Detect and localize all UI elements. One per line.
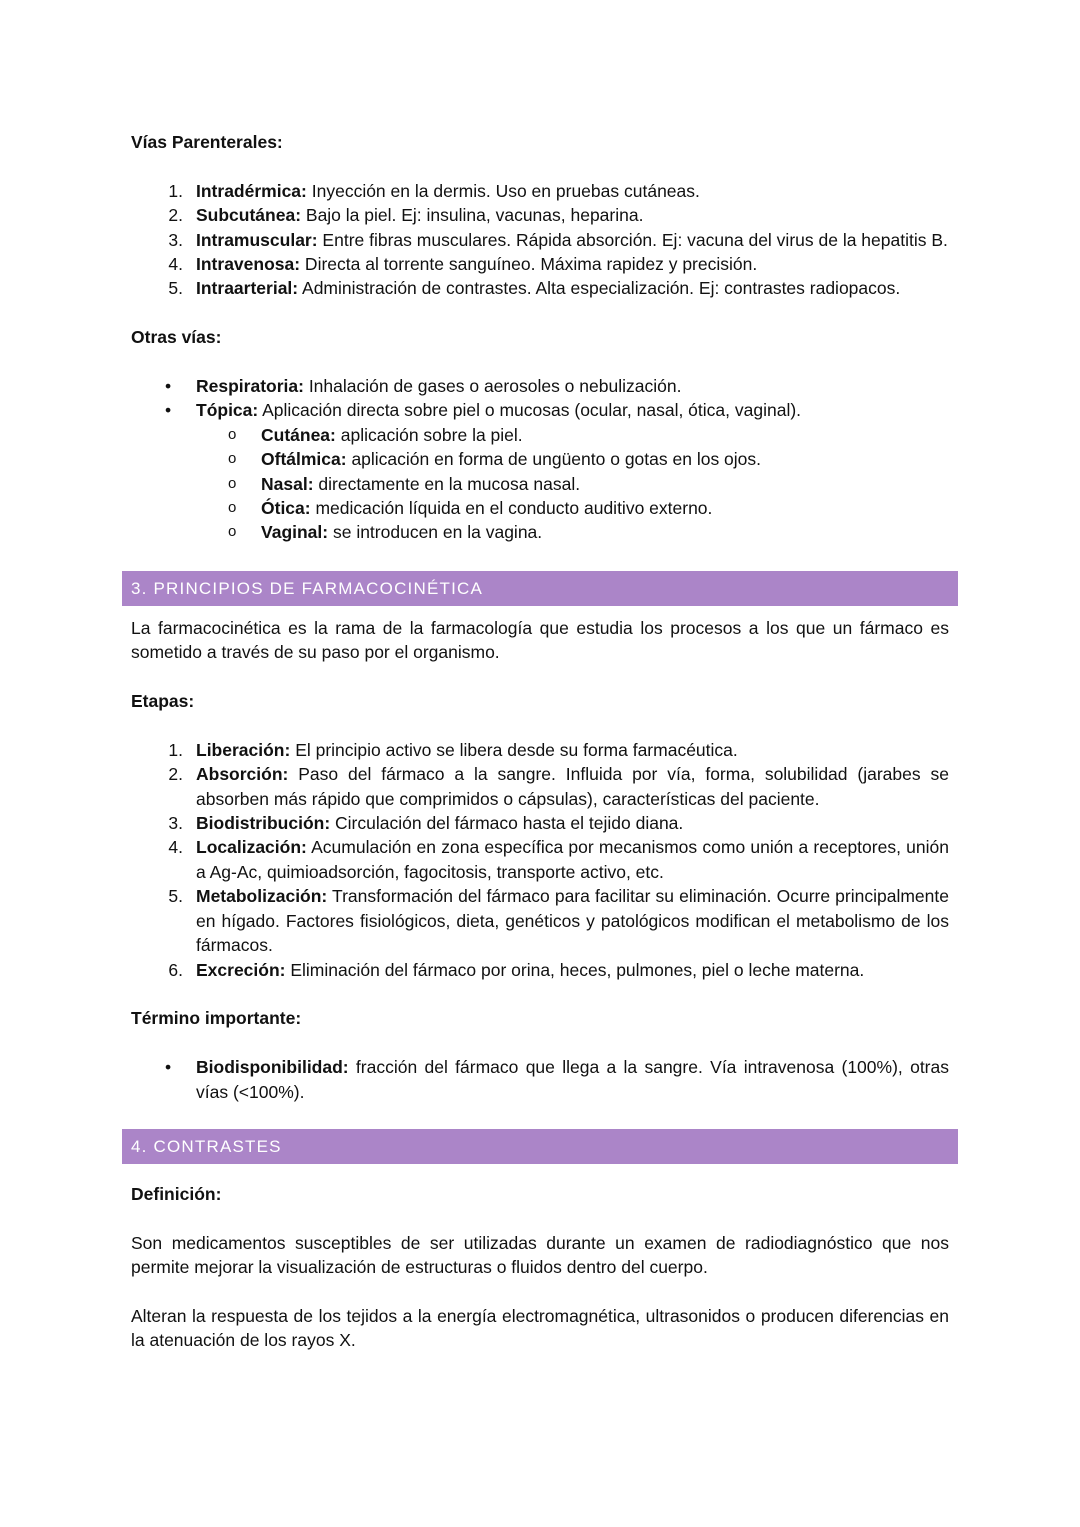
definicion-heading: Definición: bbox=[131, 1183, 222, 1204]
list-item: • Biodisponibilidad: fracción del fármaco que llega a la sangre. Vía intravenosa (100%), otras vías (<100%). bbox=[165, 1057, 949, 1102]
bullet-icon: • bbox=[165, 376, 172, 397]
definicion-paragraph-2: Alteran la respuesta de los tejidos a la energía electromagnética, ultrasonidos o producen diferencias en la atenuación de los rayos X. bbox=[131, 1305, 949, 1351]
termino-list bbox=[131, 1055, 949, 1104]
circle-bullet-icon: o bbox=[228, 450, 237, 468]
list-item: 3. Biodistribución: Circulación del fármaco hasta el tejido diana. bbox=[168, 813, 684, 834]
list-item: 4. Intravenosa: Directa al torrente sanguíneo. Máxima rapidez y precisión. bbox=[168, 254, 758, 275]
list-item: 5. Intraarterial: Administración de contrastes. Alta especialización. Ej: contrastes radiopacos. bbox=[168, 278, 901, 299]
farmacocinetica-intro: La farmacocinética es la rama de la farmacología que estudia los procesos a los que un fármaco es sometido a través de su paso por el organismo. bbox=[131, 617, 949, 663]
circle-bullet-icon: o bbox=[228, 474, 237, 492]
circle-bullet-icon: o bbox=[228, 499, 237, 517]
list-item: 4. Localización: Acumulación en zona específica por mecanismos como unión a receptores, unión a Ag-Ac, quimioadsorción, fagocitosis, transporte activo, etc. bbox=[168, 837, 949, 882]
bullet-icon: • bbox=[165, 1057, 172, 1078]
termino-heading: Término importante: bbox=[131, 1008, 302, 1029]
parenterales-list bbox=[131, 179, 949, 301]
list-item: • Tópica: Aplicación directa sobre piel o mucosas (ocular, nasal, ótica, vaginal). bbox=[131, 398, 949, 422]
list-item: • Respiratoria: Inhalación de gases o aerosoles o nebulización. bbox=[131, 374, 949, 398]
list-item: 1. Intradérmica: Inyección en la dermis. Uso en pruebas cutáneas. bbox=[168, 180, 700, 201]
parenterales-heading: Vías Parenterales: bbox=[131, 132, 283, 152]
etapas-heading: Etapas: bbox=[131, 691, 195, 712]
list-item: o Oftálmica: aplicación en forma de ungüento o gotas en los ojos. bbox=[131, 447, 949, 471]
list-item: o Ótica: medicación líquida en el conducto auditivo externo. bbox=[131, 496, 949, 520]
list-item: o Cutánea: aplicación sobre la piel. bbox=[131, 423, 949, 447]
document-body bbox=[131, 130, 949, 1353]
list-item: o Nasal: directamente en la mucosa nasal. bbox=[131, 472, 949, 496]
section-heading-farmacocinetica: 3. PRINCIPIOS DE FARMACOCINÉTICA bbox=[122, 571, 958, 606]
list-item: 2. Absorción: Paso del fármaco a la sangre. Influida por vía, forma, solubilidad (jarabes se absorben más rápido que comprimidos o cápsulas), características del paciente. bbox=[168, 764, 949, 809]
etapas-list bbox=[131, 738, 949, 982]
definicion-paragraph-1: Son medicamentos susceptibles de ser utilizadas durante un examen de radiodiagnóstico que nos permite mejorar la visualización de estructuras o fluidos dentro del cuerpo. bbox=[131, 1232, 949, 1278]
otras-list bbox=[131, 374, 949, 423]
list-item: 3. Intramuscular: Entre fibras musculares. Rápida absorción. Ej: vacuna del virus de la hepatitis B. bbox=[168, 229, 948, 250]
circle-bullet-icon: o bbox=[228, 425, 237, 443]
list-item: 1. Liberación: El principio activo se libera desde su forma farmacéutica. bbox=[168, 739, 738, 760]
list-item: 5. Metabolización: Transformación del fármaco para facilitar su eliminación. Ocurre principalmente en hígado. Factores fisiológicos, dieta, genéticos y patológicos modifican el metabolismo de los fármacos. bbox=[168, 886, 949, 956]
list-item: o Vaginal: se introducen en la vagina. bbox=[131, 520, 949, 544]
list-item: 2. Subcutánea: Bajo la piel. Ej: insulina, vacunas, heparina. bbox=[168, 205, 644, 226]
circle-bullet-icon: o bbox=[228, 523, 237, 541]
otras-heading: Otras vías: bbox=[131, 327, 222, 348]
topica-sublist bbox=[131, 423, 949, 545]
list-item: 6. Excreción: Eliminación del fármaco por orina, heces, pulmones, piel o leche materna. bbox=[168, 959, 865, 980]
bullet-icon: • bbox=[165, 400, 172, 421]
section-heading-contrastes: 4. CONTRASTES bbox=[122, 1129, 958, 1164]
